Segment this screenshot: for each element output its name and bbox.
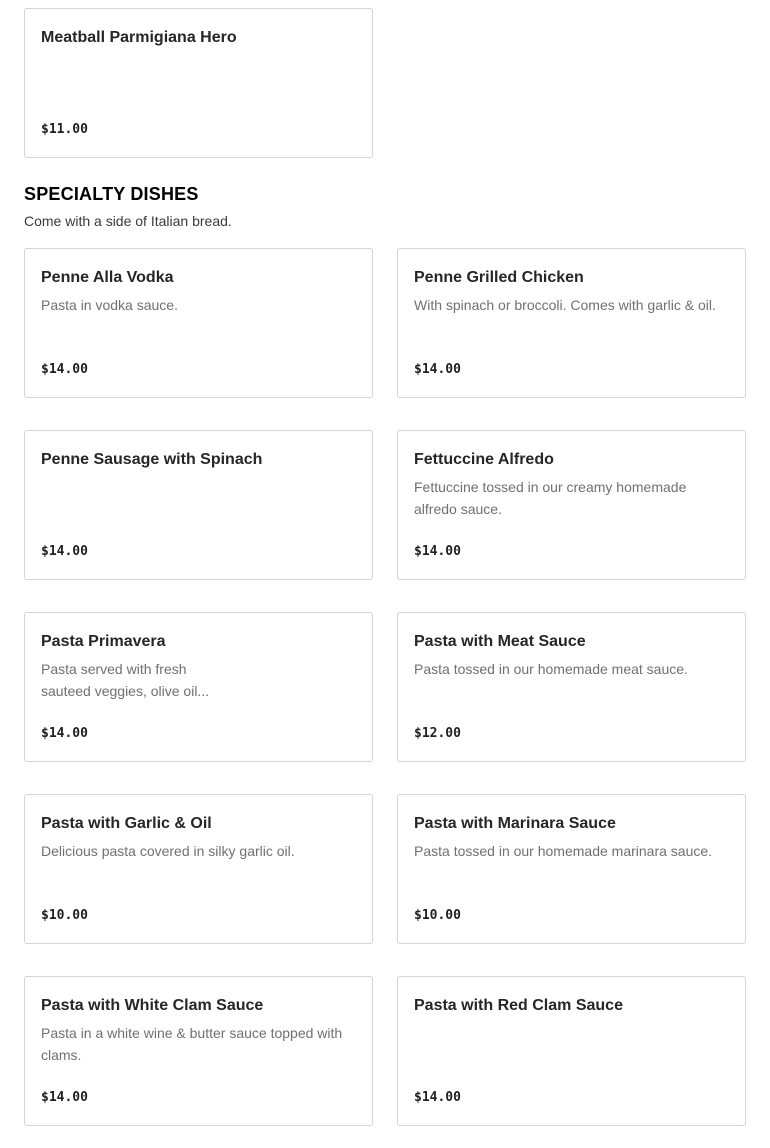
menu-item-card-penne-alla-vodka[interactable] (24, 248, 373, 398)
menu-item-card-meatball-parmigiana-hero[interactable] (24, 8, 373, 158)
menu-item-description: Pasta tossed in our homemade meat sauce. (414, 661, 688, 677)
menu-item-name: Penne Sausage with Spinach (41, 451, 263, 468)
menu-item-card-pasta-with-marinara-sauce[interactable] (397, 794, 746, 944)
menu-item-name: Penne Alla Vodka (41, 269, 174, 286)
menu-item-card-penne-grilled-chicken[interactable] (397, 248, 746, 398)
menu-item-description: Pasta served with fresh sauteed veggies, olive oil... (41, 661, 210, 699)
menu-item-name: Pasta Primavera (41, 633, 166, 650)
menu-item-price: $14.00 (41, 362, 88, 377)
menu-item-card-pasta-with-garlic-oil[interactable] (24, 794, 373, 944)
menu-item-price: $11.00 (41, 122, 88, 137)
menu-item-name: Pasta with White Clam Sauce (41, 997, 264, 1014)
menu-item-card-fettuccine-alfredo[interactable] (397, 430, 746, 580)
menu-item-description: Pasta in vodka sauce. (41, 297, 178, 313)
menu-item-description: Delicious pasta covered in silky garlic oil. (41, 843, 295, 859)
menu-item-price: $14.00 (414, 362, 461, 377)
menu-item-card-penne-sausage-with-spinach[interactable] (24, 430, 373, 580)
menu-item-name: Pasta with Garlic & Oil (41, 815, 212, 832)
section-description: Come with a side of Italian bread. (24, 213, 232, 229)
menu-item-price: $10.00 (41, 908, 88, 923)
menu-item-price: $14.00 (414, 1090, 461, 1105)
menu-item-name: Pasta with Red Clam Sauce (414, 997, 623, 1014)
menu-item-price: $12.00 (414, 726, 461, 741)
menu-item-description: Pasta tossed in our homemade marinara sauce. (414, 843, 713, 859)
menu-item-price: $14.00 (414, 544, 461, 559)
menu-item-description: With spinach or broccoli. Comes with garlic & oil. (414, 297, 716, 313)
menu-item-price: $14.00 (41, 726, 88, 741)
menu-item-price: $10.00 (414, 908, 461, 923)
menu-item-name: Pasta with Meat Sauce (414, 633, 586, 650)
menu-item-name: Penne Grilled Chicken (414, 269, 584, 286)
menu-item-card-pasta-with-red-clam-sauce[interactable] (397, 976, 746, 1126)
menu-item-name: Meatball Parmigiana Hero (41, 29, 237, 46)
menu-item-card-pasta-with-meat-sauce[interactable] (397, 612, 746, 762)
menu-item-description: Fettuccine tossed in our creamy homemade alfredo sauce. (414, 479, 687, 517)
section-title: SPECIALTY DISHES (24, 184, 199, 204)
menu-item-price: $14.00 (41, 544, 88, 559)
menu-item-card-pasta-primavera[interactable] (24, 612, 373, 762)
menu-item-card-pasta-with-white-clam-sauce[interactable] (24, 976, 373, 1126)
menu-item-price: $14.00 (41, 1090, 88, 1105)
menu-item-description: Pasta in a white wine & butter sauce topped with clams. (41, 1025, 343, 1063)
menu-item-name: Fettuccine Alfredo (414, 451, 554, 468)
menu-item-name: Pasta with Marinara Sauce (414, 815, 616, 832)
